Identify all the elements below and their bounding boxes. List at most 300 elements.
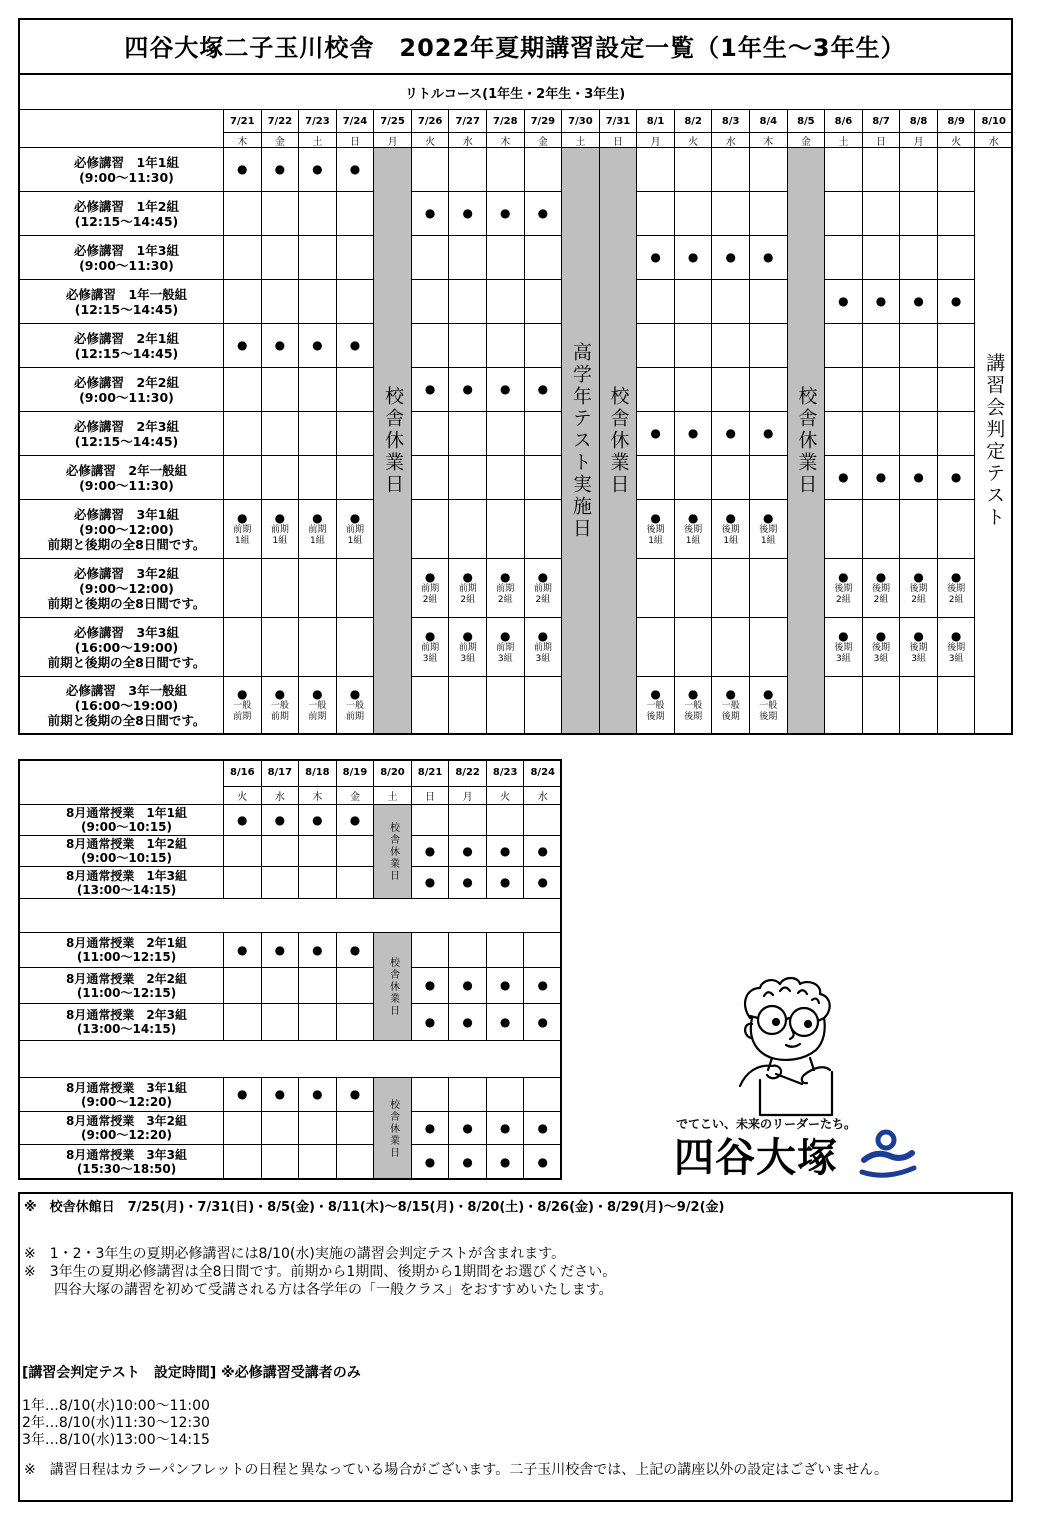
session-dot: ● <box>950 294 962 308</box>
session-term-label: 前期 <box>270 524 289 535</box>
course-time: (12:15～14:45) <box>74 301 179 317</box>
session-dot: ● <box>312 1087 323 1101</box>
schedule-cell <box>299 368 337 412</box>
schedule-cell <box>487 805 525 836</box>
session-dot: ● <box>763 510 774 525</box>
weekday-label: 金 <box>274 136 285 148</box>
weekday-header <box>487 787 525 805</box>
weekday-header <box>637 133 675 148</box>
group-separator-row <box>18 1041 562 1078</box>
schedule-cell <box>412 500 450 559</box>
date-label: 8/8 <box>909 115 928 127</box>
schedule-cell <box>449 1004 487 1041</box>
schedule-cell <box>712 148 750 192</box>
schedule-cell <box>487 933 525 968</box>
session-term-label: 後期 <box>909 642 928 653</box>
schedule-cell <box>449 456 487 500</box>
header-corner <box>18 110 224 148</box>
session-term-label: 一般 <box>759 701 778 711</box>
date-label: 8/24 <box>530 767 555 778</box>
date-header <box>262 110 300 133</box>
session-dot: ● <box>763 687 774 701</box>
schedule-cell <box>262 968 300 1004</box>
weekday-label: 日 <box>875 136 886 148</box>
course-name: 必修講習 3年2組 <box>74 565 179 581</box>
course-label <box>18 148 224 192</box>
session-dot: ● <box>537 843 548 858</box>
session-term-label: 前期 <box>458 583 477 594</box>
schedule-cell <box>262 933 300 968</box>
schedule-cell <box>224 677 262 735</box>
class-label <box>18 1145 224 1180</box>
session-dot: ● <box>349 687 361 701</box>
course-time: (9:00～11:30) <box>79 389 174 405</box>
class-time: (13:00～14:15) <box>76 882 177 897</box>
weekday-header <box>788 133 826 148</box>
session-dot: ● <box>838 569 849 584</box>
date-label: 8/7 <box>872 115 890 127</box>
schedule-cell <box>299 968 337 1004</box>
session-term-label: 3組 <box>497 653 513 664</box>
schedule-cell <box>412 933 450 968</box>
session-dot: ● <box>424 843 436 858</box>
date-label: 8/16 <box>230 767 255 778</box>
weekday-label: 水 <box>462 136 473 148</box>
schedule-cell <box>262 1078 300 1112</box>
note-line: ※ 3年生の夏期必修講習は全8日間です。前期から1期間、後期から1期間をお選びください。 <box>24 1264 617 1280</box>
session-dot: ● <box>838 470 849 484</box>
schedule-cell <box>938 236 976 280</box>
weekday-header <box>863 133 901 148</box>
schedule-cell <box>299 805 337 836</box>
mascot-face <box>745 1006 825 1060</box>
schedule-cell <box>224 500 262 559</box>
schedule-cell <box>224 456 262 500</box>
schedule-cell <box>449 618 487 677</box>
course-name: 必修講習 2年一般組 <box>65 462 188 478</box>
schedule-cell <box>412 805 450 836</box>
session-dot: ● <box>424 978 436 992</box>
schedule-cell <box>412 412 450 456</box>
schedule-cell <box>449 1078 487 1112</box>
session-dot: ● <box>650 426 661 440</box>
schedule-cell <box>487 368 525 412</box>
session-term-label: 一般 <box>684 701 703 711</box>
course-name: 必修講習 2年1組 <box>74 330 179 346</box>
column-note: 校舎休業日 <box>795 386 818 496</box>
session-dot: ● <box>237 687 248 701</box>
weekday-label: 月 <box>650 136 661 148</box>
schedule-cell <box>524 867 562 899</box>
date-header <box>449 110 487 133</box>
date-label: 8/21 <box>417 767 443 778</box>
schedule-cell <box>637 192 675 236</box>
schedule-cell <box>299 836 337 867</box>
schedule-cell <box>863 192 901 236</box>
session-term-label: 1組 <box>685 535 701 546</box>
schedule-cell <box>938 192 976 236</box>
schedule-cell <box>675 456 713 500</box>
session-term-label: 1組 <box>310 535 325 546</box>
session-dot: ● <box>237 338 248 352</box>
date-label: 7/23 <box>305 115 330 127</box>
schedule-cell <box>487 1004 525 1041</box>
date-header <box>675 110 713 133</box>
session-dot: ● <box>349 510 361 525</box>
schedule-cell <box>825 324 863 368</box>
schedule-cell <box>299 559 337 618</box>
schedule-cell <box>825 412 863 456</box>
schedule-cell <box>938 148 976 192</box>
schedule-cell <box>449 500 487 559</box>
schedule-cell <box>262 618 300 677</box>
schedule-cell <box>224 618 262 677</box>
class-name: 8月通常授業 3年1組 <box>65 1080 188 1095</box>
schedule-cell <box>825 456 863 500</box>
session-term-label: 後期 <box>871 583 890 594</box>
schedule-cell <box>337 677 375 735</box>
schedule-cell <box>524 836 562 867</box>
schedule-cell <box>487 968 525 1004</box>
weekday-header <box>337 787 375 805</box>
course-name: 必修講習 3年3組 <box>74 624 179 640</box>
schedule-cell <box>224 280 262 324</box>
schedule-cell <box>637 148 675 192</box>
weekday-header <box>938 133 976 148</box>
test-time-line: 1年…8/10(水)10:00～11:00 <box>22 1398 210 1414</box>
session-dot: ● <box>875 294 887 308</box>
date-label: 8/2 <box>684 115 702 127</box>
schedule-cell <box>337 500 375 559</box>
date-header <box>299 759 337 787</box>
session-dot: ● <box>462 628 473 643</box>
session-dot: ● <box>237 510 248 525</box>
schedule-cell <box>487 280 525 324</box>
weekday-header <box>675 133 713 148</box>
schedule-cell <box>487 324 525 368</box>
brand-wordmark: 四谷大塚 <box>674 1135 838 1181</box>
schedule-cell <box>750 324 788 368</box>
weekday-label: 土 <box>312 136 323 148</box>
schedule-cell <box>224 148 262 192</box>
date-header <box>788 110 826 133</box>
schedule-cell <box>412 1004 450 1041</box>
session-term-label: 1組 <box>760 535 776 546</box>
weekday-header <box>487 133 525 148</box>
session-dot: ● <box>725 687 736 701</box>
session-dot: ● <box>274 942 286 957</box>
class-label <box>18 1112 224 1145</box>
date-header <box>374 759 412 787</box>
schedule-cell <box>863 412 901 456</box>
brand-mark-icon <box>858 1126 918 1180</box>
schedule-cell <box>224 192 262 236</box>
mascot-icon <box>728 974 840 1120</box>
schedule-cell <box>262 280 300 324</box>
weekday-label: 月 <box>462 792 473 803</box>
session-dot: ● <box>500 628 511 643</box>
schedule-cell <box>750 456 788 500</box>
schedule-cell <box>938 677 976 735</box>
session-term-label: 2組 <box>836 594 851 605</box>
session-term-label: 3組 <box>836 653 851 664</box>
schedule-cell <box>262 236 300 280</box>
session-term-label: 2組 <box>460 594 476 605</box>
schedule-cell <box>224 368 262 412</box>
class-name: 8月通常授業 3年3組 <box>65 1148 188 1162</box>
session-term-label: 後期 <box>909 583 928 594</box>
schedule-cell <box>412 456 450 500</box>
schedule-cell <box>637 559 675 618</box>
weekday-label: 火 <box>237 792 248 803</box>
session-dot: ● <box>274 510 286 525</box>
date-header <box>374 110 412 133</box>
closed-day-label: 校舎休業日 <box>387 956 399 1017</box>
session-dot: ● <box>500 382 511 396</box>
session-term-label: 前期 <box>233 712 252 722</box>
column-note: 高学年テスト実施日 <box>569 342 592 540</box>
schedule-cell <box>525 677 563 735</box>
session-term-label: 1組 <box>234 535 250 546</box>
column-note: 校舎休業日 <box>382 386 405 496</box>
session-term-label: 2組 <box>497 594 513 605</box>
session-dot: ● <box>950 470 962 484</box>
session-term-label: 後期 <box>684 524 703 535</box>
schedule-cell <box>863 559 901 618</box>
schedule-cell <box>449 559 487 618</box>
date-header <box>487 110 525 133</box>
date-label: 8/20 <box>380 767 405 778</box>
schedule-cell <box>938 618 976 677</box>
class-time: (9:00～10:15) <box>80 820 172 834</box>
session-term-label: 前期 <box>421 642 440 653</box>
session-dot: ● <box>237 942 248 957</box>
weekday-label: 金 <box>349 792 360 803</box>
weekday-header <box>337 133 375 148</box>
session-dot: ● <box>462 978 473 992</box>
session-term-label: 前期 <box>233 524 252 535</box>
note-line: ※ 1・2・3年生の夏期必修講習には8/10(水)実施の講習会判定テストが含まれます。 <box>24 1246 566 1262</box>
weekday-label: 金 <box>800 136 811 148</box>
schedule-cell <box>637 236 675 280</box>
date-header <box>224 759 262 787</box>
course-label <box>18 677 224 735</box>
schedule-cell <box>262 1004 300 1041</box>
class-time: (13:00～14:15) <box>76 1022 177 1036</box>
schedule-cell <box>900 192 938 236</box>
schedule-cell <box>900 236 938 280</box>
session-term-label: 1組 <box>272 535 288 546</box>
session-dot: ● <box>499 1120 511 1135</box>
header-corner <box>18 759 224 805</box>
schedule-cell <box>712 677 750 735</box>
session-dot: ● <box>537 1014 548 1029</box>
schedule-cell <box>900 412 938 456</box>
course-label <box>18 412 224 456</box>
session-dot: ● <box>950 569 962 584</box>
schedule-cell <box>637 280 675 324</box>
schedule-cell <box>449 324 487 368</box>
weekday-header <box>975 133 1013 148</box>
date-header <box>412 759 450 787</box>
course-label <box>18 500 224 559</box>
schedule-cell <box>637 456 675 500</box>
schedule-cell <box>675 412 713 456</box>
session-term-label: 後期 <box>834 642 853 653</box>
schedule-cell <box>337 867 375 899</box>
session-term-label: 後期 <box>721 524 740 535</box>
session-dot: ● <box>950 628 962 643</box>
schedule-cell <box>675 148 713 192</box>
date-label: 8/18 <box>305 767 330 778</box>
date-header <box>299 110 337 133</box>
schedule-cell <box>299 933 337 968</box>
session-dot: ● <box>312 812 323 827</box>
schedule-cell <box>863 324 901 368</box>
session-dot: ● <box>537 1154 548 1169</box>
course-label <box>18 236 224 280</box>
session-dot: ● <box>274 687 286 701</box>
schedule-cell <box>675 677 713 735</box>
date-label: 7/21 <box>230 115 255 127</box>
weekday-header <box>412 787 450 805</box>
schedule-cell <box>487 559 525 618</box>
schedule-cell <box>262 836 300 867</box>
class-time: (11:00～12:15) <box>76 950 177 964</box>
schedule-cell <box>224 324 262 368</box>
schedule-cell <box>262 412 300 456</box>
schedule-cell <box>525 236 563 280</box>
session-term-label: 一般 <box>270 701 289 711</box>
schedule-cell <box>224 1004 262 1041</box>
schedule-cell <box>299 1004 337 1041</box>
schedule-cell <box>224 867 262 899</box>
schedule-cell <box>938 324 976 368</box>
schedule-cell <box>863 677 901 735</box>
course-name: 必修講習 3年一般組 <box>65 683 188 698</box>
schedule-cell <box>675 500 713 559</box>
class-time: (15:30～18:50) <box>76 1162 177 1176</box>
schedule-cell <box>224 559 262 618</box>
weekday-header <box>825 133 863 148</box>
schedule-cell <box>712 618 750 677</box>
schedule-cell <box>675 618 713 677</box>
session-term-label: 前期 <box>345 712 364 722</box>
session-term-label: 後期 <box>684 712 703 722</box>
schedule-cell <box>712 236 750 280</box>
schedule-cell <box>750 559 788 618</box>
schedule-cell <box>825 148 863 192</box>
session-dot: ● <box>312 162 323 176</box>
date-header <box>975 110 1013 133</box>
class-name: 8月通常授業 2年2組 <box>65 971 188 986</box>
schedule-cell <box>825 368 863 412</box>
session-term-label: 2組 <box>422 594 438 605</box>
schedule-cell <box>675 559 713 618</box>
session-dot: ● <box>462 569 473 584</box>
weekday-label: 木 <box>763 136 774 148</box>
schedule-cell <box>900 280 938 324</box>
schedule-cell <box>750 236 788 280</box>
session-term-label: 1組 <box>723 535 739 546</box>
schedule-cell <box>863 456 901 500</box>
session-term-label: 後期 <box>834 583 853 594</box>
schedule-cell <box>825 280 863 324</box>
session-dot: ● <box>499 1154 511 1169</box>
session-dot: ● <box>312 510 323 525</box>
class-label <box>18 968 224 1004</box>
date-header <box>600 110 638 133</box>
schedule-cell <box>825 618 863 677</box>
schedule-cell <box>299 677 337 735</box>
schedule-cell <box>525 456 563 500</box>
schedule-cell <box>487 836 525 867</box>
session-dot: ● <box>650 510 661 525</box>
session-term-label: 3組 <box>535 653 551 664</box>
session-dot: ● <box>349 1087 361 1101</box>
date-header <box>825 110 863 133</box>
schedule-cell <box>712 280 750 324</box>
schedule-cell <box>337 1145 375 1180</box>
course-time: (12:15～14:45) <box>74 433 179 449</box>
schedule-cell <box>712 456 750 500</box>
schedule-cell <box>825 677 863 735</box>
session-dot: ● <box>913 628 924 643</box>
schedule-cell <box>712 368 750 412</box>
session-dot: ● <box>537 628 549 643</box>
session-dot: ● <box>537 1120 548 1135</box>
course-label <box>18 192 224 236</box>
course-title: リトルコース(1年生・2年生・3年生) <box>404 86 626 102</box>
page-title: 四谷大塚二子玉川校舎 2022年夏期講習設定一覧（1年生～3年生） <box>124 34 906 62</box>
schedule-cell <box>675 236 713 280</box>
schedule-cell <box>449 933 487 968</box>
session-term-label: 2組 <box>873 594 889 605</box>
session-term-label: 3組 <box>873 653 889 664</box>
session-dot: ● <box>500 206 511 220</box>
class-label <box>18 805 224 836</box>
class-label <box>18 1004 224 1041</box>
schedule-cell <box>412 836 450 867</box>
schedule-cell <box>262 368 300 412</box>
august-schedule-table <box>18 759 562 1180</box>
session-dot: ● <box>462 206 473 220</box>
weekday-header <box>224 133 262 148</box>
schedule-cell <box>487 677 525 735</box>
closed-day-column <box>600 148 638 735</box>
course-label <box>18 456 224 500</box>
schedule-cell <box>825 192 863 236</box>
session-dot: ● <box>237 812 248 827</box>
schedule-cell <box>487 456 525 500</box>
schedule-cell <box>262 867 300 899</box>
course-label <box>18 618 224 677</box>
session-dot: ● <box>312 942 323 957</box>
date-header <box>262 759 300 787</box>
course-note: 前期と後期の全8日間です。 <box>47 654 206 670</box>
session-dot: ● <box>424 206 436 220</box>
session-dot: ● <box>875 628 887 643</box>
schedule-cell <box>712 559 750 618</box>
schedule-cell <box>412 559 450 618</box>
session-dot: ● <box>838 628 849 643</box>
date-label: 8/19 <box>342 767 368 778</box>
weekday-header <box>525 133 563 148</box>
schedule-cell <box>224 805 262 836</box>
schedule-cell <box>524 933 562 968</box>
schedule-cell <box>637 500 675 559</box>
schedule-cell <box>750 368 788 412</box>
